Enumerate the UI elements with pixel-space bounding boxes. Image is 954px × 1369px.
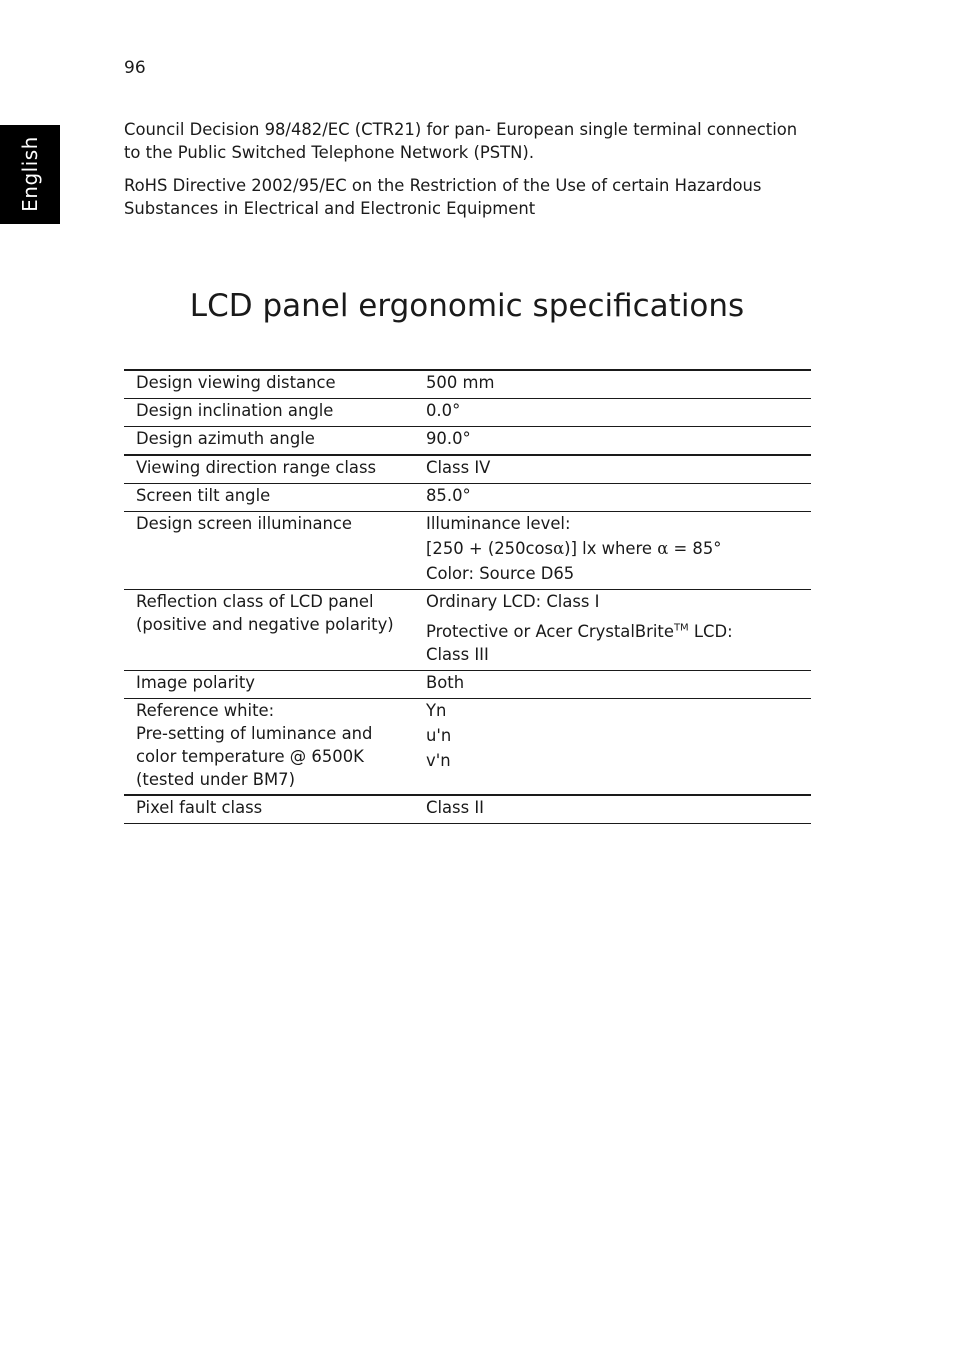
spec-value [426,699,811,796]
reference-un: u'n [426,726,452,745]
language-tab-label: English [18,136,42,212]
spec-label: Design viewing distance [136,373,336,392]
alpha-symbol: α [553,539,565,558]
table-row [124,427,811,456]
spec-label: Image polarity [136,673,255,692]
spec-label: Pixel fault class [136,798,263,817]
spec-value: Class IV [426,458,491,477]
spec-value: 85.0° [426,486,471,505]
spec-value: 90.0° [426,429,471,448]
protective-lcd-class: Protective or Acer CrystalBrite™ LCD: [426,622,733,641]
spec-value [426,590,811,671]
illuminance-formula: [250 + (250cosα)] lx where α = 85° [426,539,722,558]
table-row [124,671,811,699]
spec-value [426,512,811,590]
alpha-symbol: α [657,539,669,558]
spec-label: Reflection class of LCD panel (positive and negative polarity) [136,592,394,634]
table-row [124,455,811,484]
table-row [124,795,811,824]
spec-label: Design inclination angle [136,401,334,420]
spec-value: Both [426,673,465,692]
page-number: 96 [124,58,146,78]
color-source: Color: Source D65 [426,564,575,583]
table-row [124,699,811,796]
section-title: LCD panel ergonomic specifications [189,288,745,324]
spec-value: 0.0° [426,401,461,420]
reference-vn: v'n [426,751,451,770]
illuminance-level-label: Illuminance level: [426,514,571,533]
spec-label: Viewing direction range class [136,458,377,477]
table-row [124,399,811,427]
table-row [124,370,811,399]
ergonomic-specs-table [124,369,811,824]
spec-label: Design azimuth angle [136,429,315,448]
spec-label: Screen tilt angle [136,486,271,505]
reference-yn: Yn [426,701,447,720]
intro-paragraph-rohs: RoHS Directive 2002/95/EC on the Restriction of the Use of certain Hazardous Substances in Electrical and Electronic Equipment [124,176,762,218]
spec-label: Design screen illuminance [136,514,352,533]
table-row [124,590,811,671]
spec-value: 500 mm [426,373,495,392]
protective-lcd-class-value: Class III [426,645,489,664]
table-row [124,512,811,590]
ordinary-lcd-class: Ordinary LCD: Class I [426,592,600,611]
spec-label: Reference white: Pre-setting of luminance and color temperature @ 6500K (tested under BM7) [136,701,373,789]
trademark-symbol: TM [673,622,689,634]
spec-value: Class II [426,798,484,817]
table-row [124,484,811,512]
language-tab [0,125,60,224]
intro-paragraph-ctr21: Council Decision 98/482/EC (CTR21) for pan- European single terminal connection to the Public Switched Telephone Network (PSTN). [124,120,798,162]
